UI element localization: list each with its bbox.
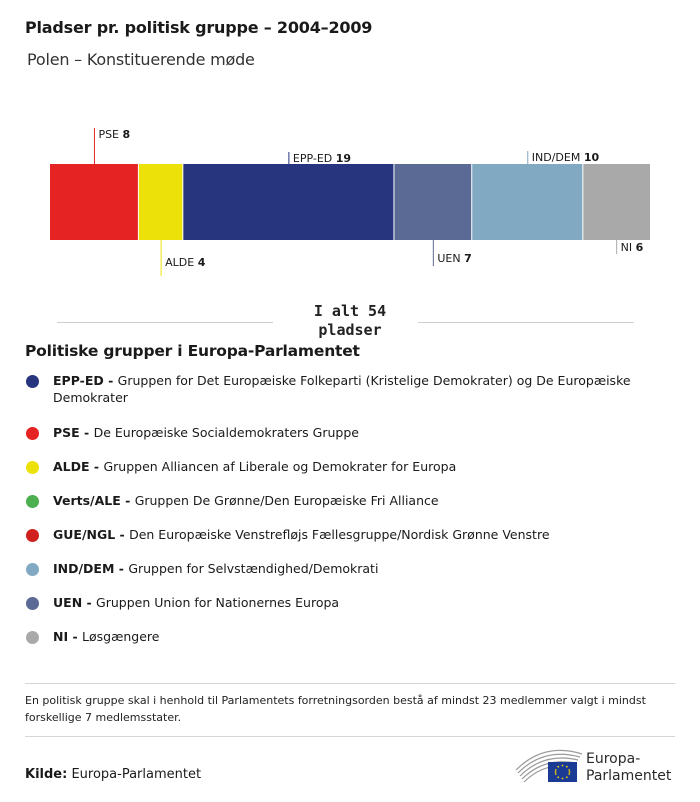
bar-segment-ni [583, 164, 650, 240]
legend-dot-icon [26, 427, 39, 440]
total-seats-line2: pladser [318, 321, 382, 339]
source-label: Kilde: [25, 767, 68, 782]
bar-label-pse: PSE 8 [98, 128, 131, 141]
legend-dot-icon [26, 375, 39, 388]
legend-item [25, 628, 693, 645]
legend-dot-icon [26, 563, 39, 576]
bar-segment-uen [394, 164, 471, 240]
legend-code: EPP-ED - [53, 373, 118, 388]
legend-text: Gruppen for Selvstændighed/Demokrati [128, 561, 379, 576]
legend-dot-icon [26, 461, 39, 474]
bar-label-uen: UEN 7 [437, 252, 472, 265]
total-seats [290, 302, 410, 340]
legend-item [25, 594, 693, 611]
legend-text: Gruppen Alliancen af Liberale og Demokrater for Europa [103, 459, 457, 474]
legend-code: PSE - [53, 425, 94, 440]
bar-label-inddem: IND/DEM 10 [531, 151, 600, 164]
legend-text: Den Europæiske Venstrefløjs Fællesgruppe/Nordisk Grønne Venstre [129, 527, 550, 542]
legend-text: Gruppen for Det Europæiske Folkeparti (Kristelige Demokrater) og De Europæiske Demokrater [53, 373, 631, 405]
legend-code: UEN - [53, 595, 97, 610]
bar-label-alde: ALDE 4 [165, 256, 206, 269]
legend-text: De Europæiske Socialdemokraters Gruppe [93, 425, 359, 440]
legend-item [25, 560, 693, 577]
legend-title: Politiske grupper i Europa-Parlamentet [25, 342, 360, 360]
legend-item [25, 526, 693, 543]
europarl-logo-text [586, 751, 671, 785]
total-seats-line1: I alt 54 [313, 302, 387, 320]
stacked-bar-chart [0, 0, 700, 300]
chart-subtitle: Polen – Konstituerende møde [27, 50, 255, 69]
legend-text: Gruppen Union for Nationernes Europa [96, 595, 340, 610]
bar-segment-inddem [472, 164, 582, 240]
footnote: En politisk gruppe skal i henhold til Parlamentets forretningsorden bestå af mindst 23 medlemmer valgt i mindst forskellige 7 medlemsstater. [25, 694, 646, 724]
legend-code: ALDE - [53, 459, 104, 474]
bar-segment-pse [50, 164, 138, 240]
bar-segment-alde [139, 164, 182, 240]
bar-segment-epped [183, 164, 393, 240]
bar-label-epped: EPP-ED 19 [292, 152, 352, 165]
legend-code: NI - [53, 629, 83, 644]
note-divider-top [25, 683, 675, 684]
legend-text: Løsgængere [82, 629, 160, 644]
legend-dot-icon [26, 495, 39, 508]
legend-item [25, 492, 693, 509]
legend-code: Verts/ALE - [53, 493, 135, 508]
legend-code: IND/DEM - [53, 561, 129, 576]
legend-item [25, 372, 693, 406]
legend-dot-icon [26, 597, 39, 610]
legend-item [25, 424, 693, 441]
total-divider-right [418, 322, 634, 323]
legend-dot-icon [26, 631, 39, 644]
legend-code: GUE/NGL - [53, 527, 130, 542]
legend-text: Gruppen De Grønne/Den Europæiske Fri Alliance [134, 493, 439, 508]
logo-line2: Parlamentet [586, 768, 672, 784]
legend-dot-icon [26, 529, 39, 542]
source [25, 767, 201, 782]
bar-label-ni: NI 6 [620, 241, 644, 254]
total-divider-left [57, 322, 273, 323]
note-divider-bottom [25, 736, 675, 737]
legend-item [25, 458, 693, 475]
source-value: Europa-Parlamentet [71, 767, 202, 782]
chart-title: Pladser pr. politisk gruppe – 2004–2009 [25, 18, 373, 37]
logo-line1: Europa- [586, 751, 641, 767]
